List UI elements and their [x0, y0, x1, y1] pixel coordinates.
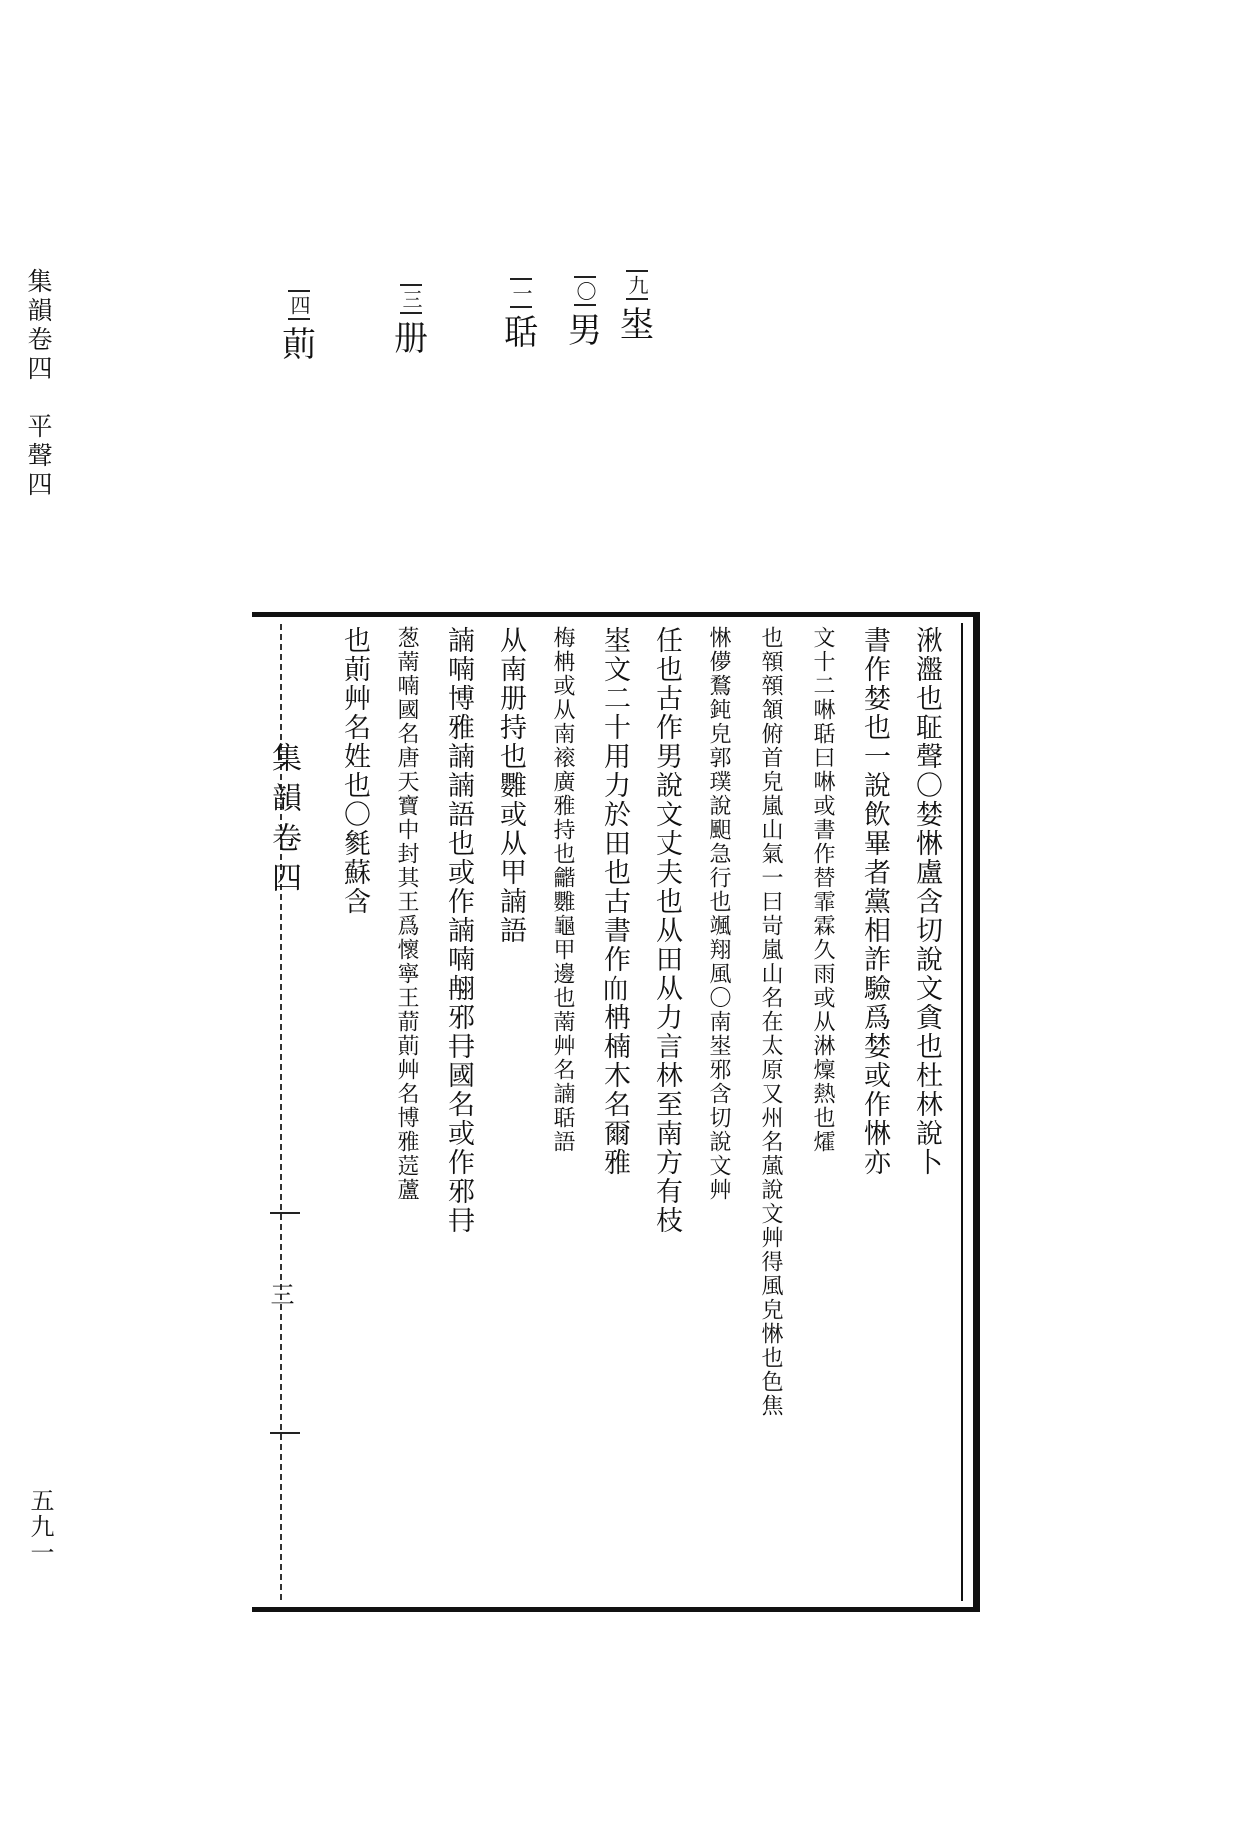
note-character: 册 — [394, 319, 428, 359]
note-number: 一 — [510, 278, 532, 308]
page-number: 五九一 — [26, 1488, 54, 1566]
text-column: 也顇顇頷俯首皃嵐山氣一曰岢嵐山名在太原又州名葻說文艸得風皃惏也色焦 — [758, 626, 783, 1418]
woodblock-leaf — [252, 612, 980, 1612]
fold-title: 集韻卷四 — [266, 742, 301, 902]
note-number: 四 — [288, 290, 310, 320]
note-character: 男 — [568, 311, 602, 351]
text-column: 葱萳喃國名唐天寶中封其王爲懷寧王葥萴艸名博雅䓕蘆 — [394, 626, 419, 1202]
collation-note-1 — [620, 270, 654, 345]
text-columns — [328, 626, 952, 1596]
note-character: 聒 — [504, 313, 538, 353]
fold-tick — [270, 1212, 300, 1214]
collation-note-5 — [282, 290, 316, 365]
fold-number: 三 — [266, 1282, 294, 1306]
text-column: 从南册持也䨉或从甲諵語 — [495, 626, 526, 945]
collation-note-4 — [394, 284, 428, 359]
text-column: 湫瀊也聇聲〇婪惏盧含切說文貪也杜林說卜 — [911, 626, 942, 1177]
note-character: 埊 — [620, 305, 654, 345]
note-number: 三 — [400, 284, 422, 314]
note-number: 〇 — [574, 276, 596, 306]
collation-note-3 — [504, 278, 538, 353]
text-column: 梅柟或从南䙛廣雅持也龤䨉龜甲邊也萳艸名諵聒語 — [550, 626, 575, 1154]
text-column: 埊文二十用力於田也古書作𦓐柟楠木名爾雅 — [599, 626, 630, 1177]
text-column: 諵喃博雅諵諵語也或作諵喃䎃邪冄國名或作邪冄 — [443, 626, 474, 1235]
collation-note-2 — [568, 276, 602, 351]
running-title: 集韻卷四 平聲四 — [24, 268, 53, 500]
text-column: 文十二啉聒曰啉或書作替霏霖久雨或从淋燣熱也㸌 — [810, 626, 835, 1154]
text-column: 任也古作男說文丈夫也从田从力言林至南方有枝 — [651, 626, 682, 1235]
text-column: 也萴艸名姓也〇毿蘇含 — [339, 626, 370, 916]
text-column: 惏儚鶩鈍皃郭璞說䫻急行也颯翔風〇南埊邪含切說文艸 — [706, 626, 731, 1202]
note-number: 九 — [626, 270, 648, 300]
text-column: 書作婪也一說飲畢者黨相詐驗爲婪或作惏亦 — [859, 626, 890, 1177]
fold-tick — [270, 1432, 300, 1434]
note-character: 萴 — [282, 325, 316, 365]
center-fold — [260, 742, 316, 1592]
